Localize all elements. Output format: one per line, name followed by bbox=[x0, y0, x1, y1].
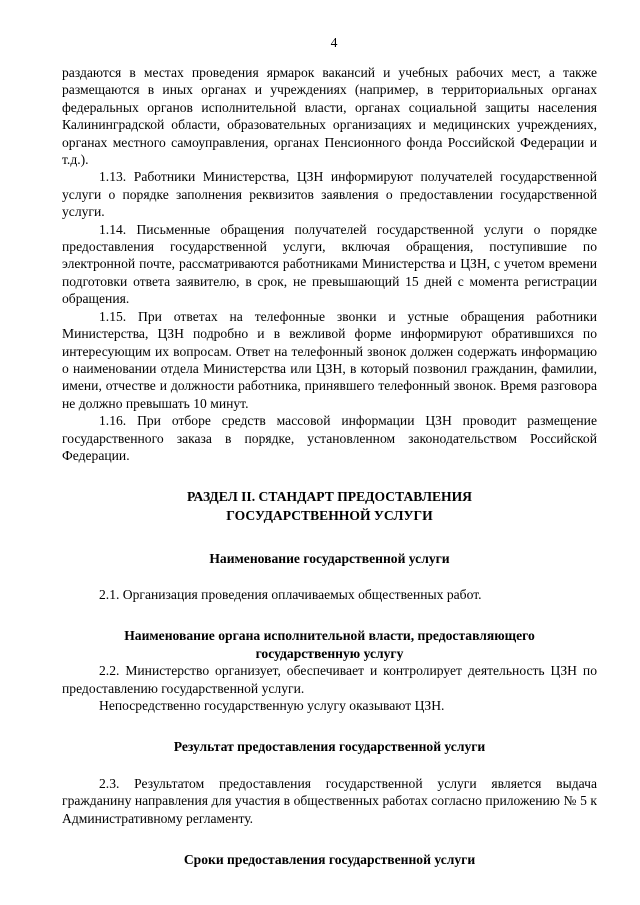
service-name-heading: Наименование государственной услуги bbox=[209, 550, 450, 566]
authority-heading bbox=[62, 627, 597, 662]
paragraph-2-2: 2.2. Министерство организует, обеспечивает и контролирует деятельность ЦЗН по предоставлению государственной услуги. bbox=[62, 663, 597, 696]
paragraph-1-15: 1.15. При ответах на телефонные звонки и устные обращения работники Министерства, ЦЗН подробно и в вежливой форме информируют обратившихся по интересующим их вопросам. Ответ на телефонный звонок должен содержать информацию о наименовании отдела Министерства или ЦЗН, в который позвонил гражданин, фамилии, имени, отчестве и должности работника, принявшего телефонный звонок. Время разговора не должно превышать 10 минут. bbox=[62, 308, 597, 411]
document-body bbox=[62, 64, 597, 868]
page-number: 4 bbox=[330, 35, 338, 50]
paragraph-2-2b: Непосредственно государственную услугу оказывают ЦЗН. bbox=[99, 697, 445, 713]
paragraph-2-1: 2.1. Организация проведения оплачиваемых общественных работ. bbox=[99, 586, 482, 602]
paragraph-2-3: 2.3. Результатом предоставления государственной услуги является выдача гражданину направления для участия в общественных работах согласно приложению № 5 к Административному регламенту. bbox=[62, 775, 597, 826]
result-heading: Результат предоставления государственной услуги bbox=[173, 739, 486, 755]
section-title-line2: ГОСУДАРСТВЕННОЙ УСЛУГИ bbox=[226, 507, 433, 523]
section-title bbox=[62, 488, 597, 525]
terms-heading: Сроки предоставления государственной услуги bbox=[183, 852, 476, 867]
section-title-line1: РАЗДЕЛ II. СТАНДАРТ ПРЕДОСТАВЛЕНИЯ bbox=[186, 489, 472, 505]
paragraph-1-16: 1.16. При отборе средств массовой информации ЦЗН проводит размещение государственного заказа в порядке, установленном законодательством Российской Федерации. bbox=[62, 413, 597, 463]
paragraph-1-14: 1.14. Письменные обращения получателей государственной услуги о порядке предоставления государственной услуги, включая обращения, поступившие по электронной почте, рассматриваются работниками Министерства и ЦЗН, с учетом времени подготовки ответа заявителю, в срок, не превышающий 15 дней с момента регистрации обращения. bbox=[62, 221, 597, 307]
paragraph-1-13: 1.13. Работники Министерства, ЦЗН информируют получателей государственной услуги о порядке заполнения реквизитов заявления о предоставлении государственной услуги. bbox=[62, 169, 597, 220]
paragraph-continuation: раздаются в местах проведения ярмарок вакансий и учебных рабочих мест, а также размещаются в иных органах и учреждениях (например, в территориальных органах федеральных органов исполнительной власти, органах социальной защиты населения Калининградской области, образовательных организациях и медицинских учреждениях, органах местного самоуправления, органах Пенсионного фонда Российской Федерации и т.д.). bbox=[62, 65, 597, 168]
authority-heading-line1: Наименование органа исполнительной власти, предоставляющего bbox=[124, 628, 535, 644]
authority-heading-line2: государственную услугу bbox=[255, 645, 404, 661]
